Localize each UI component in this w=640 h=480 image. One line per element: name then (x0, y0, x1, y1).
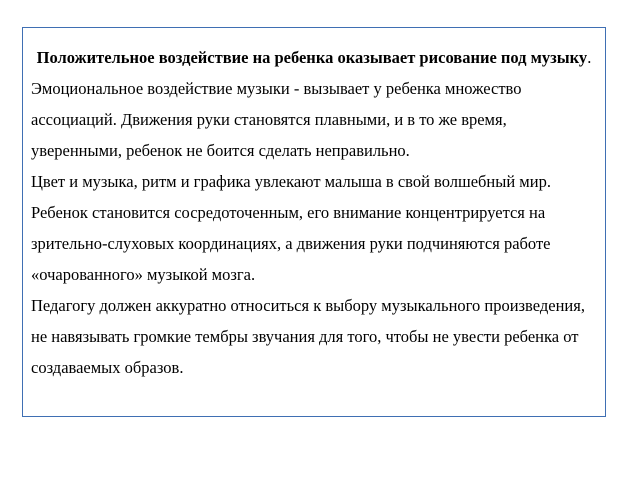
paragraph-emotional-impact: Эмоциональное воздействие музыки - вызывает у ребенка множество ассоциаций. Движения руки становятся плавными, и в то же время, уверенными, ребенок не боится сделать неправильно. (31, 79, 522, 160)
title-end: . (587, 48, 592, 67)
document-title (31, 42, 597, 73)
text-frame (22, 27, 606, 417)
paragraph-teacher-advice: Педагогу должен аккуратно относиться к выбору музыкального произведения, не навязывать громкие тембры звучания для того, чтобы не увести ребенка от создаваемых образов. (31, 296, 585, 377)
title-text: Положительное воздействие на ребенка оказывает рисование под музыку (36, 48, 588, 67)
paragraph-color-music: Цвет и музыка, ритм и графика увлекают малыша в свой волшебный мир. Ребенок становится сосредоточенным, его внимание концентрируется на зрительно-слуховых координациях, а движения руки подчиняются работе «очарованного» музыкой мозга. (31, 172, 551, 284)
